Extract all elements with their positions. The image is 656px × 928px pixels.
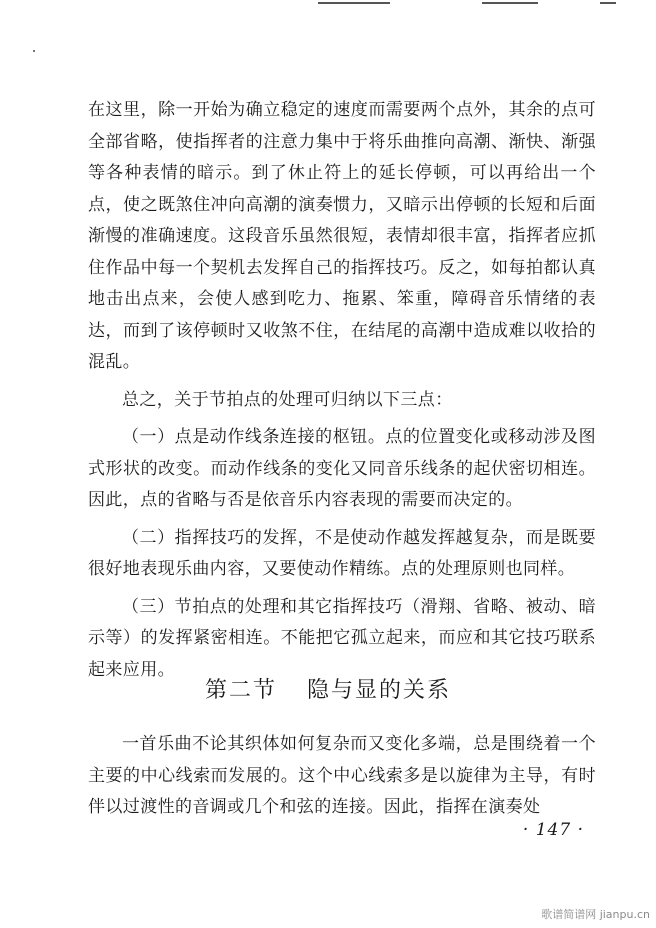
page-number: · 147 · [522,820,584,840]
margin-mark [33,50,35,52]
section-title: 隐与显的关系 [307,678,452,703]
section-body-text [88,729,596,824]
paragraph-point-two: （二）指挥技巧的发挥，不是使动作越发挥越复杂，而是既要很好地表现乐曲内容，又要使动作精练。点的处理原则也同样。 [88,527,596,579]
top-scan-rule-middle [482,2,538,4]
section-first-paragraph: 一首乐曲不论其织体如何复杂而又变化多端，总是围绕着一个主要的中心线索而发展的。这个中心线索多是以旋律为主导，有时伴以过渡性的音调或几个和弦的连接。因此，指挥在演奏处 [88,734,596,817]
top-scan-rule-left [318,2,390,4]
section-heading [0,673,656,704]
section-number: 第二节 [204,678,277,703]
top-scan-rule-right [600,2,616,4]
paragraph-continuation: 在这里，除一开始为确立稳定的速度而需要两个点外，其余的点可全部省略，使指挥者的注意力集中于将乐曲推向高潮、渐快、渐强等各种表情的暗示。到了休止符上的延长停顿，可以再给出一个点，使之既煞住冲向高潮的演奏惯力，又暗示出停顿的长短和后面渐慢的准确速度。这段音乐虽然很短，表情却很丰富，指挥者应抓住作品中每一个契机去发挥自己的指挥技巧。反之，如每拍都认真地击出点来，会使人感到吃力、拖累、笨重，障碍音乐情绪的表达，而到了该停顿时又收煞不住，在结尾的高潮中造成难以收拾的混乱。 [88,100,596,372]
paragraph-point-one: （一）点是动作线条连接的枢钮。点的位置变化或移动涉及图式形状的改变。而动作线条的变化又同音乐线条的起伏密切相连。因此，点的省略与否是依音乐内容表现的需要而决定的。 [88,427,596,510]
site-watermark: 歌谱简谱网 jianpu.cn [541,908,650,921]
body-text [88,95,596,686]
paragraph-point-three: （三）节拍点的处理和其它指挥技巧（滑翔、省略、被动、暗示等）的发挥紧密相连。不能把它孤立起来，而应和其它技巧联系起来应用。 [88,596,596,680]
paragraph-summary-intro: 总之，关于节拍点的处理可归纳以下三点： [122,389,453,410]
